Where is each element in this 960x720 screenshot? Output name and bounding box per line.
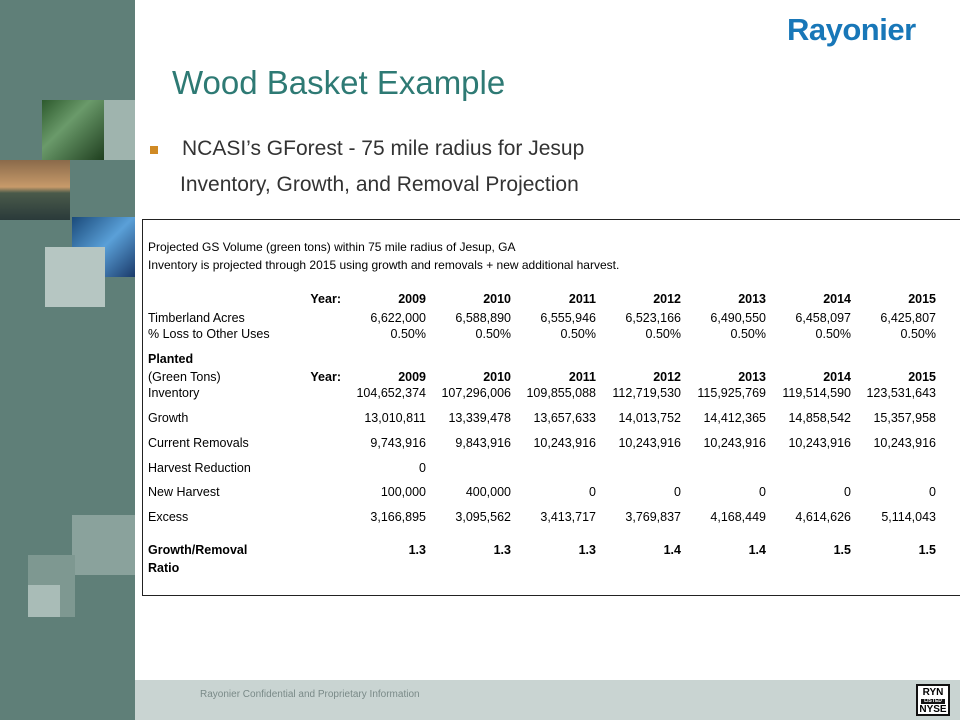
- table-cell: 115,925,769: [697, 386, 766, 400]
- decorative-square: [72, 515, 135, 575]
- table-cell: 4,168,449: [710, 510, 766, 524]
- slide-title: Wood Basket Example: [172, 64, 506, 101]
- rayonier-logo: Rayonier: [787, 12, 916, 47]
- table-cell: 0.50%: [475, 327, 511, 341]
- planted-label: Planted: [148, 352, 194, 366]
- table-cell: 14,412,365: [703, 411, 766, 425]
- year-header: 2015: [908, 292, 936, 306]
- badge-listed: LISTED: [921, 699, 945, 704]
- table-cell: 3,769,837: [625, 510, 681, 524]
- row-label: Excess: [148, 510, 189, 524]
- table-cell: 0.50%: [560, 327, 596, 341]
- table-note-1: Projected GS Volume (green tons) within 75 mile radius of Jesup, GA: [148, 240, 516, 254]
- table-cell: 3,413,717: [540, 510, 596, 524]
- year-label: Year:: [310, 370, 341, 384]
- photo-lake-image: [0, 160, 70, 220]
- year-header: 2013: [738, 292, 766, 306]
- table-cell: 3,095,562: [455, 510, 511, 524]
- bullet-line-1: NCASI’s GForest - 75 mile radius for Jesup: [182, 137, 585, 160]
- table-cell: 0: [759, 485, 766, 499]
- table-cell: 4,614,626: [795, 510, 851, 524]
- year-header: 2014: [823, 370, 851, 384]
- footer-bar: [135, 680, 960, 720]
- table-cell: 109,855,088: [526, 386, 596, 400]
- decorative-square: [45, 247, 105, 307]
- table-cell: 0.50%: [815, 327, 851, 341]
- table-note-2: Inventory is projected through 2015 using growth and removals + new additional harvest.: [148, 258, 620, 272]
- bullet-line-2: Inventory, Growth, and Removal Projection: [180, 173, 579, 196]
- row-label: Timberland Acres: [148, 311, 245, 325]
- table-cell: 13,657,633: [533, 411, 596, 425]
- ratio-label-2: Ratio: [148, 561, 180, 575]
- ratio-cell: 1.4: [748, 543, 766, 557]
- ratio-cell: 1.5: [833, 543, 851, 557]
- badge-exchange: NYSE: [919, 704, 947, 715]
- table-cell: 0.50%: [900, 327, 936, 341]
- year-header: 2011: [568, 292, 596, 306]
- table-cell: 0.50%: [390, 327, 426, 341]
- footer-confidential-text: Rayonier Confidential and Proprietary Information: [200, 689, 420, 700]
- table-cell: 13,010,811: [364, 411, 426, 425]
- year-header: 2012: [653, 370, 681, 384]
- decorative-square: [28, 585, 60, 617]
- table-cell: 107,296,006: [441, 386, 511, 400]
- table-cell: 6,523,166: [625, 311, 681, 325]
- year-header: 2010: [483, 292, 511, 306]
- table-cell: 400,000: [465, 485, 511, 499]
- table-cell: 0: [589, 485, 596, 499]
- year-header: 2009: [398, 370, 426, 384]
- table-cell: 123,531,643: [866, 386, 936, 400]
- row-label: Inventory: [148, 386, 200, 400]
- table-cell: 6,622,000: [370, 311, 426, 325]
- table-cell: 10,243,916: [618, 436, 681, 450]
- row-label: Current Removals: [148, 436, 249, 450]
- table-cell: 104,652,374: [356, 386, 426, 400]
- bullet-square-icon: [150, 146, 158, 154]
- decorative-square: [104, 100, 135, 160]
- year-header: 2009: [398, 292, 426, 306]
- year-label: Year:: [310, 292, 341, 306]
- year-header: 2013: [738, 370, 766, 384]
- table-cell: 10,243,916: [703, 436, 766, 450]
- row-label: % Loss to Other Uses: [148, 327, 270, 341]
- table-cell: 0: [844, 485, 851, 499]
- ratio-cell: 1.3: [408, 543, 426, 557]
- table-cell: 10,243,916: [533, 436, 596, 450]
- table-cell: 0: [419, 461, 426, 475]
- year-header: 2012: [653, 292, 681, 306]
- table-cell: 6,588,890: [455, 311, 511, 325]
- ratio-cell: 1.3: [578, 543, 596, 557]
- nyse-listed-badge: [916, 684, 950, 716]
- table-cell: 112,719,530: [612, 386, 681, 400]
- projection-table: [142, 219, 960, 596]
- year-header: 2011: [568, 370, 596, 384]
- table-cell: 0: [929, 485, 936, 499]
- ratio-label: Growth/Removal: [148, 543, 248, 557]
- decorative-sidebar: [0, 0, 135, 720]
- year-header: 2015: [908, 370, 936, 384]
- table-cell: 10,243,916: [873, 436, 936, 450]
- table-cell: 14,858,542: [788, 411, 851, 425]
- row-label: New Harvest: [148, 485, 220, 499]
- table-cell: 14,013,752: [618, 411, 681, 425]
- table-cell: 15,357,958: [873, 411, 936, 425]
- year-header: 2010: [483, 370, 511, 384]
- table-cell: 6,425,807: [880, 311, 936, 325]
- table-cell: 6,555,946: [540, 311, 596, 325]
- table-cell: 0: [674, 485, 681, 499]
- green-tons-label: (Green Tons): [148, 370, 221, 384]
- ratio-cell: 1.3: [493, 543, 511, 557]
- table-cell: 119,514,590: [782, 386, 851, 400]
- table-cell: 6,490,550: [710, 311, 766, 325]
- table-cell: 0.50%: [645, 327, 681, 341]
- table-cell: 0.50%: [730, 327, 766, 341]
- photo-forest-image: [42, 100, 104, 160]
- table-cell: 100,000: [380, 485, 426, 499]
- ratio-cell: 1.5: [918, 543, 936, 557]
- table-cell: 6,458,097: [795, 311, 851, 325]
- table-cell: 9,743,916: [370, 436, 426, 450]
- row-label: Growth: [148, 411, 189, 425]
- row-label: Harvest Reduction: [148, 461, 251, 475]
- year-header: 2014: [823, 292, 851, 306]
- table-cell: 5,114,043: [881, 510, 936, 524]
- badge-ticker: RYN: [922, 687, 944, 698]
- table-cell: 3,166,895: [370, 510, 426, 524]
- table-cell: 10,243,916: [788, 436, 851, 450]
- ratio-cell: 1.4: [663, 543, 681, 557]
- table-cell: 9,843,916: [455, 436, 511, 450]
- table-cell: 13,339,478: [448, 411, 511, 425]
